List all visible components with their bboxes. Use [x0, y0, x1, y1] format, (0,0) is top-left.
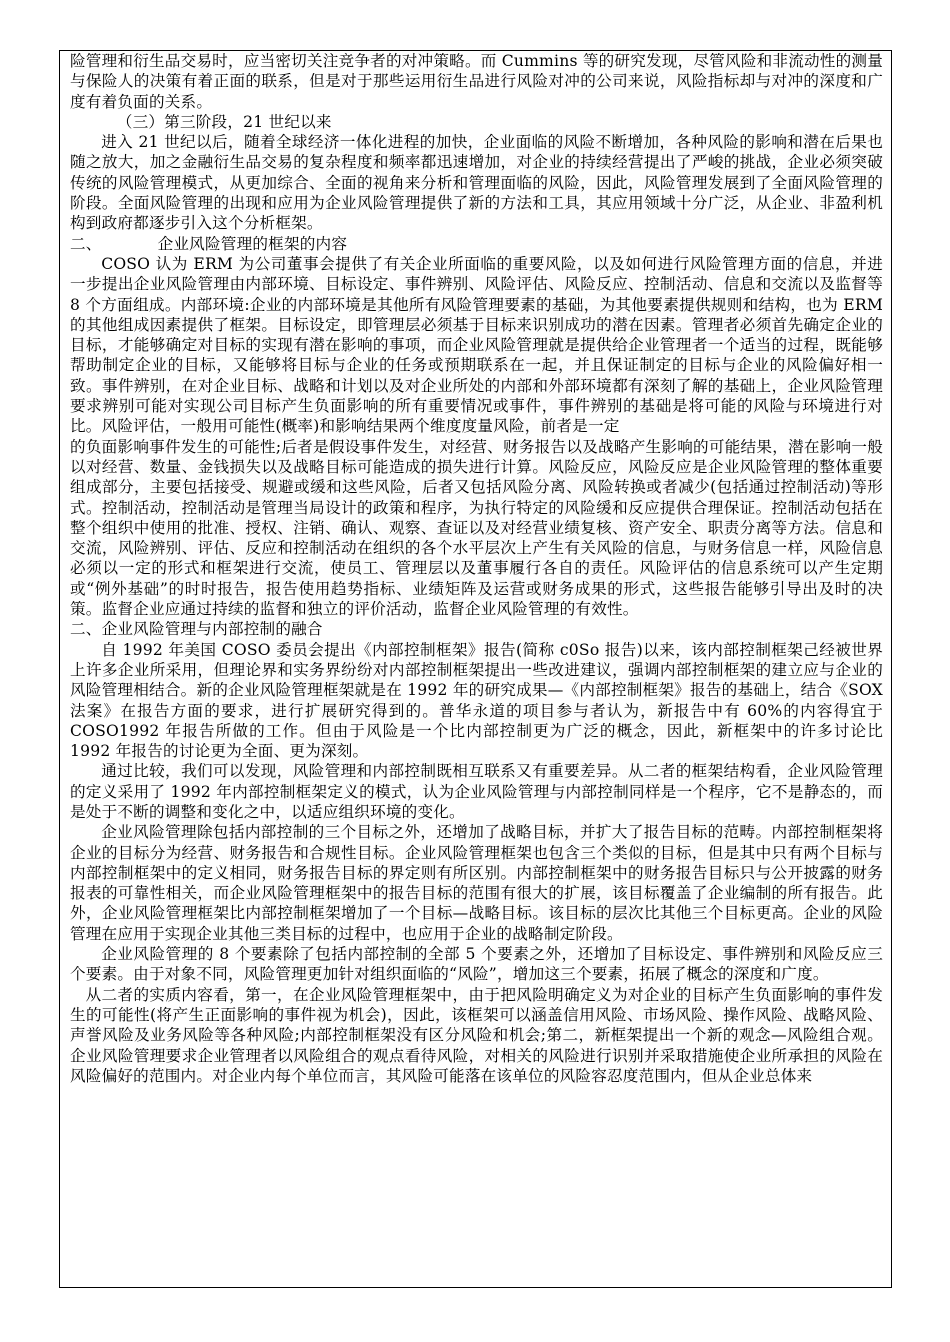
heading-integration: 二、企业风险管理与内部控制的融合: [70, 620, 323, 639]
document-body: [60, 51, 891, 1086]
paragraph-substance: 从二者的实质内容看，第一，在企业风险管理框架中，由于把风险明确定义为对企业的目标产生负面影响的事件发生的可能性(将产生正面影响的事件视为机会)，因此，该框架可以涵盖信用风险、市场风险、操作风险、战略风险、声誉风险及业务风险等各种风险;内部控制框架没有区分风险和机会;第二，新框架提出一个新的观念—风险组合观。企业风险管理要求企业管理者以风险组合的观点看待风险，对相关的风险进行识别并采取措施使企业所承担的风险在风险偏好的范围内。对企业内每个单位而言，其风险可能落在该单位的风险容忍度范围内，但从企业总体来: [70, 985, 883, 1085]
paragraph-21st-century: 进入 21 世纪以后，随着全球经济一体化进程的加快，企业面临的风险不断增加，各种风险的影响和潜在后果也随之放大，加之金融衍生品交易的复杂程度和频率都迅速增加，对企业的持续经营提出了严峻的挑战，企业必须突破传统的风险管理模式，从更加综合、全面的视角来分析和管理面临的风险，因此，风险管理发展到了全面风险管理的阶段。全面风险管理的出现和应用为企业风险管理提供了新的方法和工具，其应用领域十分广泛，从企业、非盈利机构到政府都逐步引入这个分析框架。: [70, 133, 883, 233]
paragraph-risk-response: 的负面影响事件发生的可能性;后者是假设事件发生，对经营、财务报告以及战略产生影响的可能结果，潜在影响一般以对经营、数量、金钱损失以及战略目标可能造成的损失进行计算。风险反应，风险反应是企业风险管理的整体重要组成部分，主要包括接受、规避或缓和这些风险，后者又包括风险分离、风险转换或者减少(包括通过控制活动)等形式。控制活动，控制活动是管理当局设计的政策和程序，为执行特定的风险缓和反应提供合理保证。控制活动包括在整个组织中使用的批准、授权、注销、确认、观察、查证以及对经营业绩复核、资产安全、职责分离等方法。信息和交流，风险辨别、评估、反应和控制活动在组织的各个水平层次上产生有关风险的信息，与财务信息一样，风险信息必须以一定的形式和框架进行交流，使员工、管理层以及董事履行各自的责任。风险评估的信息系统可以产生定期或“例外基础”的时时报告，报告使用趋势指标、业绩矩阵及运营或财务成果的形式，这些报告能够引导出及时的决策。监督企业应通过持续的监督和独立的评价活动，监督企业风险管理的有效性。: [70, 437, 883, 619]
paragraph-objectives: 企业风险管理除包括内部控制的三个目标之外，还增加了战略目标，并扩大了报告目标的范畴。内部控制框架将企业的目标分为经营、财务报告和合规性目标。企业风险管理框架也包含三个类似的目标，但是其中只有两个目标与内部控制框架中的定义相同，财务报告目标的界定则有所区别。内部控制框架中的财务报告目标只与公开披露的财务报表的可靠性相关，而企业风险管理框架中的报告目标的范围有很大的扩展，该目标覆盖了企业编制的所有报告。此外，企业风险管理框架比内部控制框架增加了一个目标—战略目标。该目标的层次比其他三个目标更高。企业的风险管理在应用于实现企业其他三类目标的过程中，也应用于企业的战略制定阶段。: [70, 823, 883, 943]
heading-framework-content: [70, 234, 883, 254]
document-frame: [59, 50, 892, 1288]
paragraph-eight-elements: 企业风险管理的 8 个要素除了包括内部控制的全部 5 个要素之外，还增加了目标设定、事件辨别和风险反应三个要素。由于对象不同，风险管理更加针对组织面临的“风险”，增加这三个要素，拓展了概念的深度和广度。: [70, 945, 883, 984]
paragraph-comparison: 通过比较，我们可以发现，风险管理和内部控制既相互联系又有重要差异。从二者的框架结构看，企业风险管理的定义采用了 1992 年内部控制框架定义的模式，认为企业风险管理与内部控制同样是一个程序，它不是静态的，而是处于不断的调整和变化之中，以适应组织环境的变化。: [70, 762, 883, 821]
paragraph-coso-erm: COSO 认为 ERM 为公司董事会提供了有关企业所面临的重要风险，以及如何进行风险管理方面的信息，并进一步提出企业风险管理由内部环境、目标设定、事件辨别、风险评估、风险反应、控制活动、信息和交流以及监督等 8 个方面组成。内部环境:企业的内部环境是其他所有风险管理要素的基础，为其他要素提供规则和结构，也为 ERM 的其他组成因素提供了框架。目标设定，即管理层必须基于目标来识别成功的潜在因素。管理者必须首先确定企业的目标，才能够确定对目标的实现有潜在影响的事项，而企业风险管理就是提供给企业管理者一个适当的过程，既能够帮助制定企业的目标，又能够将目标与企业的任务或预期联系在一起，并且保证制定的目标与企业的风险偏好相一致。事件辨别，在对企业目标、战略和计划以及对企业所处的内部和外部环境都有深刻了解的基础上，企业风险管理要求辨别可能对实现公司目标产生负面影响的所有重要情况或事件，事件辨别的基础是将可能的风险与环境进行对比。风险评估，一般用可能性(概率)和影响结果两个维度度量风险，前者是一定: [70, 254, 883, 436]
paragraph-continuation: 险管理和衍生品交易时，应当密切关注竞争者的对冲策略。而 Cummins 等的研究发现，尽管风险和非流动性的测量与保险人的决策有着正面的联系，但是对于那些运用衍生品进行风险对冲的公司来说，风险指标却与对冲的深度和广度有着负面的关系。: [70, 52, 883, 111]
heading-text: 企业风险管理的框架的内容: [157, 234, 348, 253]
paragraph-1992-coso: 自 1992 年美国 COSO 委员会提出《内部控制框架》报告(简称 c0So 报告)以来，该内部控制框架己经被世界上许多企业所采用，但理论界和实务界纷纷对内部控制框架提出一些改进建议，强调内部控制框架的建立应与企业的风险管理相结合。新的企业风险管理框架就是在 1992 年的研究成果—《内部控制框架》报告的基础上，结合《SOX 法案》在报告方面的要求，进行扩展研究得到的。普华永道的项目参与者认为，新报告中有 60%的内容得宜于 COSO1992 年报告所做的工作。但由于风险是一个比内部控制更为广泛的概念，因此，新框架中的许多讨论比 1992 年报告的讨论更为全面、更为深刻。: [70, 640, 883, 761]
heading-stage-three: （三）第三阶段，21 世纪以来: [116, 112, 332, 131]
heading-number: 二、: [70, 234, 102, 253]
